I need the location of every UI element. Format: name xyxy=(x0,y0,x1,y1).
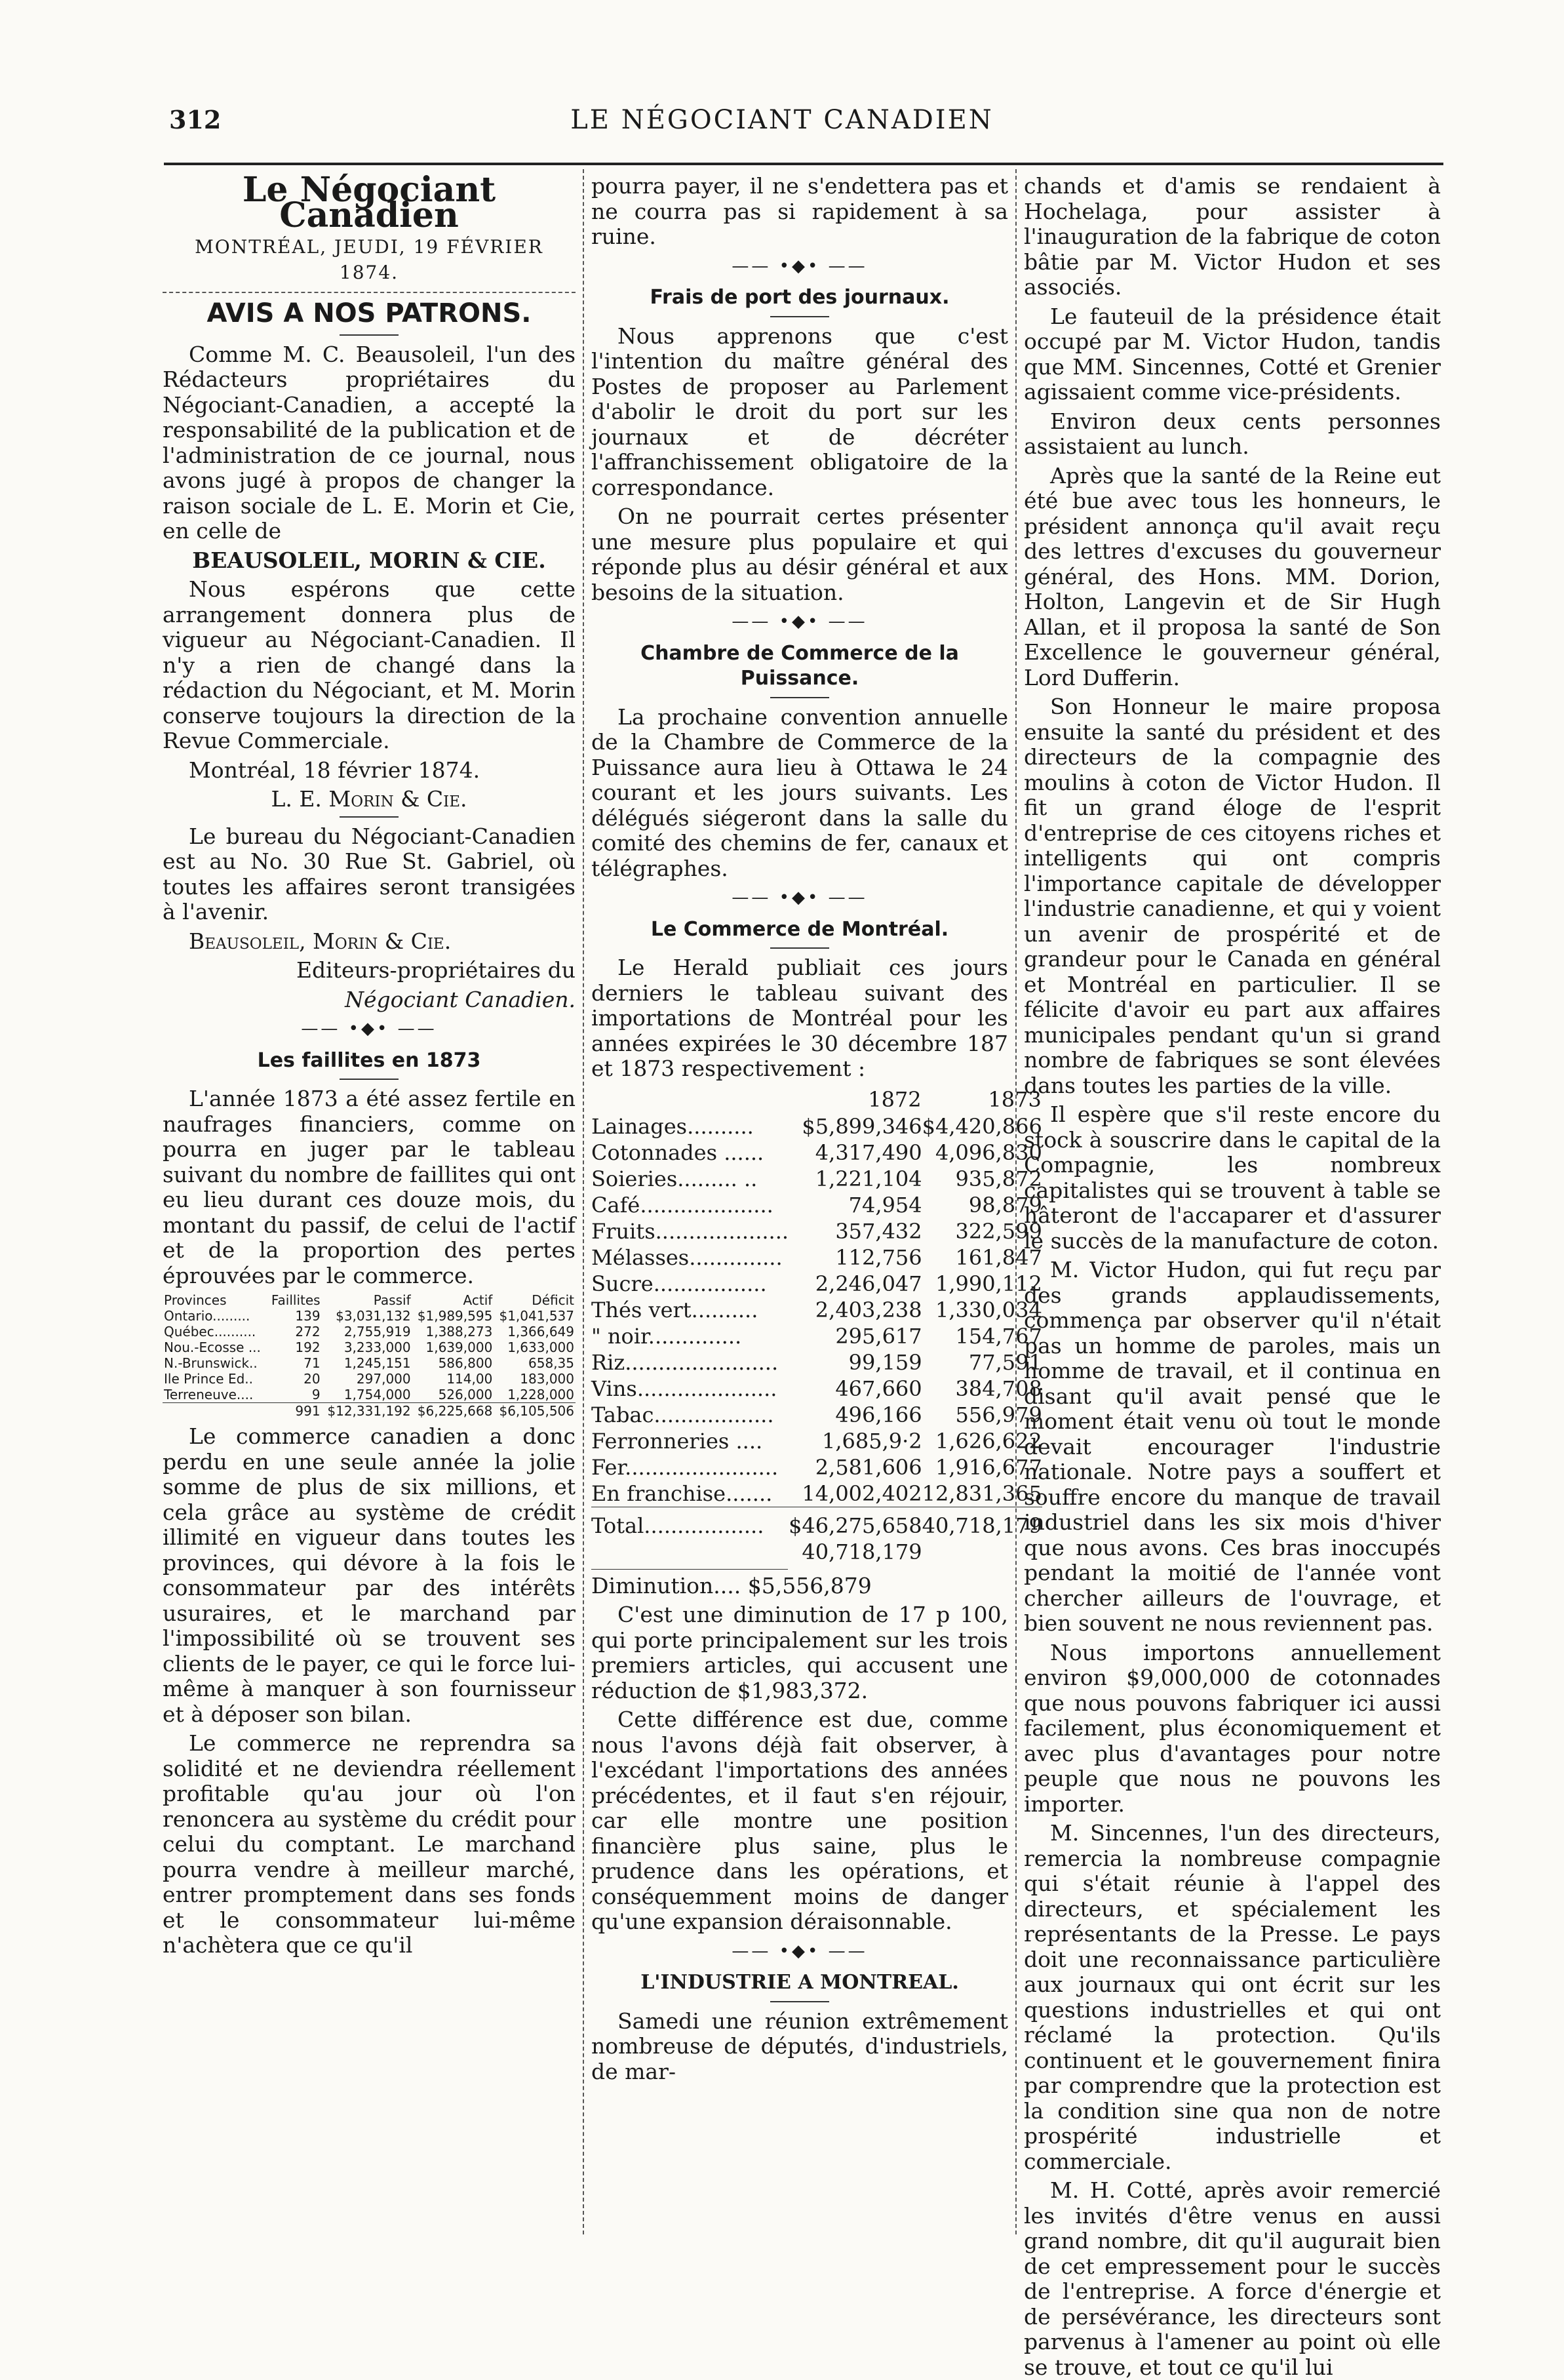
faillites-paragraph: Le commerce canadien a donc perdu en une seule année la jolie somme de plus de six millions, et cela grâce au système de crédit illimité en vigueur dans toutes les provinces, qui dévore à la fois le consommateur par des intérêts usuraires, et le marchand par l'impossibilité où se trouvent ses clients de le payer, ce qui le force lui-même à manquer à son fournisseur et à déposer son bilan. xyxy=(163,1423,576,1727)
avis-signature: L. E. Morin & Cie. xyxy=(271,786,467,812)
table-header: Passif xyxy=(373,1292,411,1308)
commerce-paragraph: C'est une diminution de 17 p 100, qui porte principalement sur les trois premiers articles, qui accusent une réduction de $1,983,372. xyxy=(591,1602,1008,1703)
table-cell: 40,718,179 xyxy=(922,1507,1042,1539)
chambre-title: Puissance. xyxy=(740,667,859,690)
diminution-line: Diminution.... $5,556,879 xyxy=(591,1572,872,1598)
table-cell: 9 xyxy=(311,1387,321,1402)
table-cell: $46,275,658 xyxy=(789,1507,922,1539)
table-cell: $1,041,537 xyxy=(499,1308,574,1324)
article-paragraph: Le fauteuil de la présidence était occupé par M. Victor Hudon, tandis que MM. Sincennes, Cotté et Grenier agissaient comme vice-présidents. xyxy=(1024,303,1441,405)
table-row xyxy=(591,1244,1042,1271)
faillites-table xyxy=(163,1292,576,1419)
table-cell: Café.................... xyxy=(591,1192,773,1218)
running-title: LE NÉGOCIANT CANADIEN xyxy=(570,105,994,135)
table-cell: 192 xyxy=(295,1339,321,1355)
table-cell: 297,000 xyxy=(356,1371,411,1387)
table-cell: 2,403,238 xyxy=(815,1297,922,1322)
table-cell: 384,708 xyxy=(955,1376,1042,1401)
ornament-divider: —— •◆• —— xyxy=(732,612,868,631)
table-cell: 2,755,919 xyxy=(343,1324,411,1339)
table-cell: 496,166 xyxy=(835,1402,922,1427)
table-cell: 991 xyxy=(267,1403,322,1419)
table-cell: 1,330,034 xyxy=(935,1297,1042,1322)
commerce-paragraph: Cette différence est due, comme nous l'avons déjà fait observer, à l'excédant l'importations des années précédentes, et il faut s'en réjouir, car elle montre une position financière plus saine, plus le prudence dans les opérations, et conséquemment moins de danger qu'une expansion déraisonnable. xyxy=(591,1707,1008,1934)
table-row xyxy=(591,1480,1042,1507)
firm-name: BEAUSOLEIL, MORIN & CIE. xyxy=(192,547,546,573)
table-cell: Vins..................... xyxy=(591,1376,777,1401)
table-header: Actif xyxy=(463,1292,493,1308)
table-total-row xyxy=(163,1403,576,1419)
table-cell: 183,000 xyxy=(520,1371,574,1387)
divider xyxy=(770,947,829,949)
article-paragraph: M. Victor Hudon, qui fut reçu par des grands applaudissements, commença par observer qu'il n'était pas un homme de paroles, mais un homme de travail, et il continua en disant qu'il avait pensé que le moment était venu où tout le monde devait encourager l'industrie nationale. Notre pays a souffert et souffre encore du manque de travail industriel dans les six mois d'hiver que nous avons. Ces bras inoccupés pendant la moitié de l'année vont chercher ailleurs de l'ouvrage, et bien souvent ne nous reviennent pas. xyxy=(1024,1257,1441,1636)
chambre-title: Chambre de Commerce de la xyxy=(640,641,959,665)
article-paragraph: Nous importons annuellement environ $9,000,000 de cotonnades que nous pouvons fabriquer ici aussi facilement, plus économiquement et avec plus d'avantages pour notre peuple que nous ne pouvons les importer. xyxy=(1024,1639,1441,1817)
industrie-paragraph: Samedi une réunion extrêmement nombreuse de députés, d'industriels, de mar- xyxy=(591,2008,1008,2084)
avis-paragraph: Nous espérons que cette arrangement donnera plus de vigueur au Négociant-Canadien. Il n'y a rien de changé dans la rédaction du Négociant, et M. Morin conserve toujours la direction de la Revue Commerciale. xyxy=(163,576,576,753)
table-row xyxy=(163,1387,576,1403)
article-paragraph: M. Sincennes, l'un des directeurs, remercia la nombreuse compagnie qui s'était réunie à l'appel des directeurs, et spécialement les représentants de la Presse. Le pays doit une reconnaissance particulière aux journaux qui ont écrit sur les questions industrielles et qui ont réclamé la protection. Qu'ils continuent et le gouvernement finira par comprendre que la protection est la condition sine qua non de notre prospérité industrielle et commerciale. xyxy=(1024,1820,1441,2174)
table-cell: En franchise....... xyxy=(591,1480,773,1506)
table-cell: Tabac.................. xyxy=(591,1402,774,1427)
article-paragraph: chands et d'amis se rendaient à Hochelaga, pour assister à l'inauguration de la fabrique de coton bâtie par M. Victor Hudon et ses associés. xyxy=(1024,173,1441,300)
divider xyxy=(163,292,576,293)
table-cell: $6,225,668 xyxy=(412,1403,494,1419)
avis-date: Montréal, 18 février 1874. xyxy=(189,757,480,783)
table-cell: 77,591 xyxy=(968,1349,1042,1375)
table-cell: 357,432 xyxy=(835,1218,922,1244)
table-cell: 161,847 xyxy=(955,1244,1042,1270)
industrie-title: L'INDUSTRIE A MONTREAL. xyxy=(640,1971,959,1994)
table-cell: 1,633,000 xyxy=(507,1339,574,1355)
table-row xyxy=(591,1428,1042,1454)
table-cell: 586,800 xyxy=(438,1355,493,1371)
table-row xyxy=(591,1140,1042,1166)
table-cell: 20 xyxy=(303,1371,321,1387)
table-cell: 40,718,179 xyxy=(802,1539,922,1564)
article-paragraph: Il espère que s'il reste encore du stock à souscrire dans le capital de la Compagnie, les nombreux capitalistes qui se trouvent à table se hâteront de l'accaparer et d'assurer le succès de la manufacture de coton. xyxy=(1024,1101,1441,1254)
bureau-signature: Editeurs-propriétaires du xyxy=(296,957,576,983)
page-number: 312 xyxy=(169,105,222,134)
faillites-paragraph: L'année 1873 a été assez fertile en naufrages financiers, comme on pourra en juger par le tableau suivant du nombre de faillites qui ont eu lieu durant ces douze mois, du montant du passif, de celui de l'actif et de la proportion des pertes éprouvées par le commerce. xyxy=(163,1086,576,1288)
divider xyxy=(770,2001,829,2002)
table-total-row xyxy=(591,1507,1042,1539)
table-header-row xyxy=(591,1086,1042,1113)
table-cell: Mélasses.............. xyxy=(591,1244,783,1270)
table-cell: 1,990,112 xyxy=(935,1271,1042,1296)
table-cell: 139 xyxy=(295,1308,321,1324)
table-cell: Total.................. xyxy=(591,1507,789,1539)
article-paragraph: Environ deux cents personnes assistaient au lunch. xyxy=(1024,408,1441,459)
table-cell: 935,872 xyxy=(955,1166,1042,1191)
column-3 xyxy=(1024,173,1441,2380)
masthead: Le Négociant Canadien xyxy=(242,170,496,235)
table-cell: 14,002,402 xyxy=(802,1480,922,1506)
chambre-paragraph: La prochaine convention annuelle de la Chambre de Commerce de la Puissance aura lieu à Ottawa le 24 courant et les jours suivants. Les délégués siégeront dans la salle du comité des chemins de fer, canaux et télégraphes. xyxy=(591,704,1008,881)
table-cell: Riz....................... xyxy=(591,1349,779,1375)
table-cell: 272 xyxy=(295,1324,321,1339)
bureau-signature: Beausoleil, Morin & Cie. xyxy=(189,928,452,954)
table-cell: Soieries......... .. xyxy=(591,1166,758,1191)
table-cell: 74,954 xyxy=(848,1192,922,1218)
avis-title: AVIS A NOS PATRONS. xyxy=(206,298,532,328)
header-rule xyxy=(164,163,1443,165)
table-row xyxy=(591,1271,1042,1297)
table-cell: 1,228,000 xyxy=(507,1387,574,1402)
table-cell: Nou.-Ecosse ... xyxy=(164,1339,261,1355)
table-cell: 154,767 xyxy=(955,1323,1042,1349)
table-cell: 2,581,606 xyxy=(815,1454,922,1480)
table-cell: Terreneuve.... xyxy=(164,1387,254,1402)
frais-title: Frais de port des journaux. xyxy=(650,286,950,309)
table-cell: Sucre................. xyxy=(591,1271,767,1296)
table-row xyxy=(591,1323,1042,1349)
frais-paragraph: Nous apprenons que c'est l'intention du maître général des Postes de proposer au Parlement d'abolir le droit du port sur les journaux et de décréter l'affranchissement obligatoire de la correspondance. xyxy=(591,323,1008,500)
table-row xyxy=(591,1376,1042,1402)
table-cell: 1,685,9·2 xyxy=(821,1428,922,1454)
divider xyxy=(340,816,399,818)
table-cell: 1,221,104 xyxy=(815,1166,922,1191)
ornament-divider: —— •◆• —— xyxy=(732,256,868,276)
frais-paragraph: On ne pourrait certes présenter une mesure plus populaire et qui réponde plus au désir général et aux besoins de la situation. xyxy=(591,504,1008,605)
column-1 xyxy=(163,170,576,2232)
table-row xyxy=(591,1192,1042,1218)
table-cell: Ferronneries .... xyxy=(591,1428,763,1454)
table-cell: 1,916,677 xyxy=(935,1454,1042,1480)
table-cell: $1,989,595 xyxy=(417,1308,493,1324)
faillites-title: Les faillites en 1873 xyxy=(257,1048,481,1072)
table-cell: 1,366,649 xyxy=(507,1324,574,1339)
article-paragraph: Après que la santé de la Reine eut été bue avec tous les honneurs, le président annonça qu'il avait reçu des lettres d'excuses du gouverneur général, des Hons. MM. Dorion, Holton, Langevin et de Sir Hugh Allan, et il proposa la santé de Son Excellence le gouverneur général, Lord Dufferin. xyxy=(1024,462,1441,690)
table-cell: $12,331,192 xyxy=(322,1403,412,1419)
table-cell: Québec.......... xyxy=(164,1324,256,1339)
table-row xyxy=(163,1371,576,1387)
commerce-paragraph: Le Herald publiait ces jours derniers le tableau suivant des importations de Montréal pour les années expirées le 30 décembre 187 et 1873 respectivement : xyxy=(591,955,1008,1081)
dateline: MONTRÉAL, JEUDI, 19 FÉVRIER 1874. xyxy=(195,236,543,283)
table-cell: N.-Brunswick.. xyxy=(164,1355,258,1371)
table-cell: $4,420,866 xyxy=(922,1113,1042,1139)
table-cell: 295,617 xyxy=(835,1323,922,1349)
table-row xyxy=(591,1166,1042,1192)
table-cell: 1,245,151 xyxy=(343,1355,411,1371)
table-cell: 4,317,490 xyxy=(815,1140,922,1165)
table-cell: Cotonnades ...... xyxy=(591,1140,764,1165)
table-cell: 3,233,000 xyxy=(343,1339,411,1355)
divider xyxy=(591,1569,788,1570)
bureau-paragraph: Le bureau du Négociant-Canadien est au No. 30 Rue St. Gabriel, où toutes les affaires seront transigées à l'avenir. xyxy=(163,823,576,924)
avis-paragraph: Comme M. C. Beausoleil, l'un des Rédacteurs propriétaires du Négociant-Canadien, a accepté la responsabilité de la publication et de l'administration de ce journal, nous avons jugé à propos de changer la raison sociale de L. E. Morin et Cie, en celle de xyxy=(163,341,576,544)
divider xyxy=(340,1079,399,1080)
table-cell: 71 xyxy=(303,1355,321,1371)
table-cell: 556,979 xyxy=(955,1402,1042,1427)
table-header-row xyxy=(163,1292,576,1308)
table-row xyxy=(163,1355,576,1371)
article-paragraph: M. H. Cotté, après avoir remercié les invités d'être venus en aussi grand nombre, dit qu'il augurait bien de cet empressement pour le succès de l'entreprise. A force d'énergie et de persévérance, les directeurs sont parvenus à l'amener au point où elle se trouve, et tout ce qu'il lui xyxy=(1024,2177,1441,2380)
table-cell: Lainages.......... xyxy=(591,1113,754,1139)
table-cell: 112,756 xyxy=(835,1244,922,1270)
ornament-divider: —— •◆• —— xyxy=(732,1941,868,1961)
table-cell: 526,000 xyxy=(438,1387,493,1402)
table-row xyxy=(591,1349,1042,1376)
table-row xyxy=(591,1402,1042,1428)
table-cell: 658,35 xyxy=(528,1355,574,1371)
imports-table xyxy=(591,1086,1042,1565)
table-cell: " noir.............. xyxy=(591,1323,742,1349)
divider xyxy=(770,697,829,698)
table-cell: 1,626,622 xyxy=(935,1428,1042,1454)
continued-paragraph: pourra payer, il ne s'endettera pas et ne courra pas si rapidement à sa ruine. xyxy=(591,173,1008,249)
table-cell: 322,599 xyxy=(955,1218,1042,1244)
table-row xyxy=(591,1539,1042,1565)
table-row xyxy=(591,1218,1042,1244)
table-cell: 2,246,047 xyxy=(815,1271,922,1296)
table-header: Provinces xyxy=(164,1292,227,1308)
table-cell: 1,388,273 xyxy=(425,1324,493,1339)
table-cell: Ontario......... xyxy=(164,1308,250,1324)
table-cell xyxy=(163,1403,267,1419)
ornament-divider: —— •◆• —— xyxy=(301,1019,437,1039)
table-cell: 4,096,830 xyxy=(935,1140,1042,1165)
divider xyxy=(770,316,829,317)
table-cell: $3,031,132 xyxy=(336,1308,411,1324)
bureau-signature: Négociant Canadien. xyxy=(345,986,576,1012)
table-row xyxy=(591,1297,1042,1323)
table-cell: 114,00 xyxy=(446,1371,493,1387)
table-cell: Thés vert.......... xyxy=(591,1297,758,1322)
table-row xyxy=(163,1339,576,1355)
table-row xyxy=(163,1308,576,1324)
table-header: Déficit xyxy=(532,1292,574,1308)
commerce-title: Le Commerce de Montréal. xyxy=(650,917,949,941)
table-header: Faillites xyxy=(271,1292,321,1308)
table-cell: Fruits.................... xyxy=(591,1218,789,1244)
column-2 xyxy=(591,173,1042,2232)
page-header xyxy=(0,105,1564,157)
table-cell: 467,660 xyxy=(835,1376,922,1401)
table-cell: 1,639,000 xyxy=(425,1339,493,1355)
table-cell: 12,831,365 xyxy=(922,1480,1042,1506)
table-row xyxy=(591,1454,1042,1480)
column-divider-1 xyxy=(583,169,584,2234)
table-cell: $5,899,346 xyxy=(802,1113,922,1139)
divider xyxy=(340,334,399,336)
table-cell: 98,879 xyxy=(968,1192,1042,1218)
ornament-divider: —— •◆• —— xyxy=(732,888,868,907)
table-cell: 1,754,000 xyxy=(343,1387,411,1402)
table-cell: 99,159 xyxy=(848,1349,922,1375)
table-cell: Ile Prince Ed.. xyxy=(164,1371,253,1387)
year-header: 1873 xyxy=(988,1086,1042,1112)
table-row xyxy=(591,1113,1042,1140)
table-row xyxy=(163,1324,576,1339)
article-paragraph: Son Honneur le maire proposa ensuite la santé du président et des directeurs de la compagnie des moulins à coton de Victor Hudon. Il fit un grand éloge de l'esprit d'entreprise de ces citoyens riches et intelligents qui ont compris l'importance capitale de développer l'industrie canadienne, et qui y voient un avenir de prospérité et de grandeur pour le Canada en général et Montréal en particulier. Il se félicite d'avoir eu part aux affaires municipales pendant qu'un si grand nombre de fabriques se sont élevées dans toutes les parties de la ville. xyxy=(1024,694,1441,1098)
year-header: 1872 xyxy=(868,1086,922,1112)
table-cell: Fer....................... xyxy=(591,1454,779,1480)
faillites-paragraph: Le commerce ne reprendra sa solidité et ne deviendra réellement profitable qu'au jour où l'on renoncera au système du crédit pour celui du comptant. Le marchand pourra vendre à meilleur marché, entrer promptement dans ses fonds et le consommateur lui-même n'achètera que ce qu'il xyxy=(163,1730,576,1958)
table-cell: $6,105,506 xyxy=(494,1403,576,1419)
